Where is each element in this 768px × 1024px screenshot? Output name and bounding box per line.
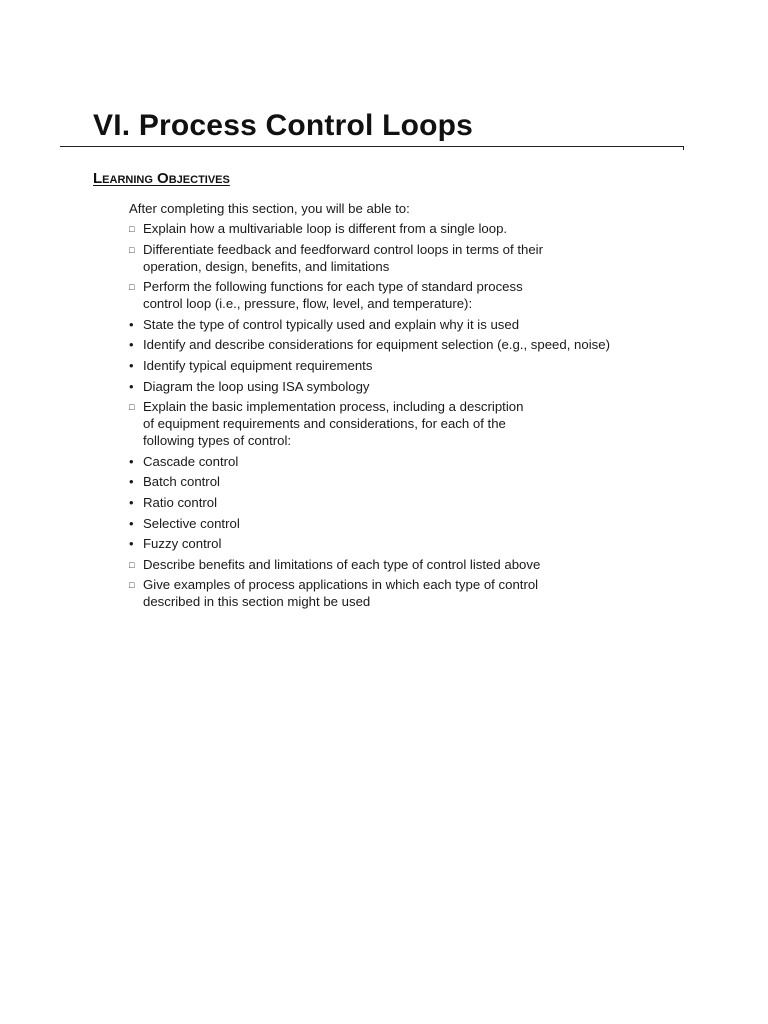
objective-text-line: Differentiate feedback and feedforward control loops in terms of their: [143, 241, 543, 257]
dot-bullet-icon: •: [129, 536, 134, 552]
objective-text-line: of equipment requirements and considerations, for each of the: [143, 416, 506, 432]
dot-bullet-icon: •: [129, 474, 134, 490]
objective-text-line: Ratio control: [143, 494, 218, 510]
objective-subitem: [129, 494, 689, 511]
objective-text-line: Fuzzy control: [143, 536, 222, 552]
objective-text-line: Give examples of process applications in which each type of control: [143, 577, 539, 593]
objective-text-line: Cascade control: [143, 453, 239, 469]
checkbox-bullet-icon: □: [129, 559, 135, 570]
checkbox-bullet-icon: □: [129, 580, 135, 591]
learning-objectives-heading: Learning Objectives: [93, 170, 230, 187]
objective-subitem: [129, 378, 689, 395]
dot-bullet-icon: •: [129, 515, 134, 531]
dot-bullet-icon: •: [129, 378, 134, 394]
objective-text-line: Identify typical equipment requirements: [143, 357, 373, 373]
objective-text-line: State the type of control typically used and explain why it is used: [143, 316, 520, 332]
objective-text-line: control loop (i.e., pressure, flow, level, and temperature):: [143, 296, 473, 312]
objective-text-line: Explain the basic implementation process, including a description: [143, 399, 524, 415]
dot-bullet-icon: •: [129, 316, 134, 332]
dot-bullet-icon: •: [129, 494, 134, 510]
objective-text-line: following types of control:: [143, 433, 292, 449]
objective-text-line: Explain how a multivariable loop is different from a single loop.: [143, 221, 508, 236]
dot-bullet-icon: •: [129, 453, 134, 469]
objectives-intro: After completing this section, you will be able to:: [129, 201, 410, 216]
dot-bullet-icon: •: [129, 337, 134, 353]
objective-subitem: [129, 515, 689, 532]
objective-text-line: Selective control: [143, 515, 240, 531]
objective-text-line: Identify and describe considerations for equipment selection (e.g., speed, noise): [143, 337, 610, 353]
objective-item: [129, 556, 689, 573]
objectives-list: [129, 220, 689, 614]
objective-item: [129, 220, 689, 237]
objective-text-line: Perform the following functions for each type of standard process: [143, 279, 523, 295]
objective-text-line: Describe benefits and limitations of each type of control listed above: [143, 556, 541, 572]
objective-subitem: [129, 357, 689, 374]
section-title: VI. Process Control Loops: [93, 109, 474, 142]
dot-bullet-icon: •: [129, 357, 134, 373]
title-rule-tick: [683, 146, 684, 150]
checkbox-bullet-icon: □: [129, 402, 135, 413]
title-rule: [60, 146, 684, 147]
objective-subitem: [129, 453, 689, 470]
objective-subitem: [129, 473, 689, 490]
objective-subitem: [129, 336, 689, 353]
objective-item: [129, 398, 689, 449]
objective-subitem: [129, 316, 689, 333]
objective-item: [129, 241, 689, 275]
objective-text-line: Diagram the loop using ISA symbology: [143, 378, 370, 394]
objective-item: [129, 576, 689, 610]
objective-text-line: operation, design, benefits, and limitations: [143, 258, 390, 274]
checkbox-bullet-icon: □: [129, 282, 135, 293]
checkbox-bullet-icon: □: [129, 244, 135, 255]
objective-text-line: described in this section might be used: [143, 594, 371, 610]
objective-subitem: [129, 535, 689, 552]
objective-text-line: Batch control: [143, 474, 220, 490]
checkbox-bullet-icon: □: [129, 224, 135, 234]
objective-item: [129, 278, 689, 312]
